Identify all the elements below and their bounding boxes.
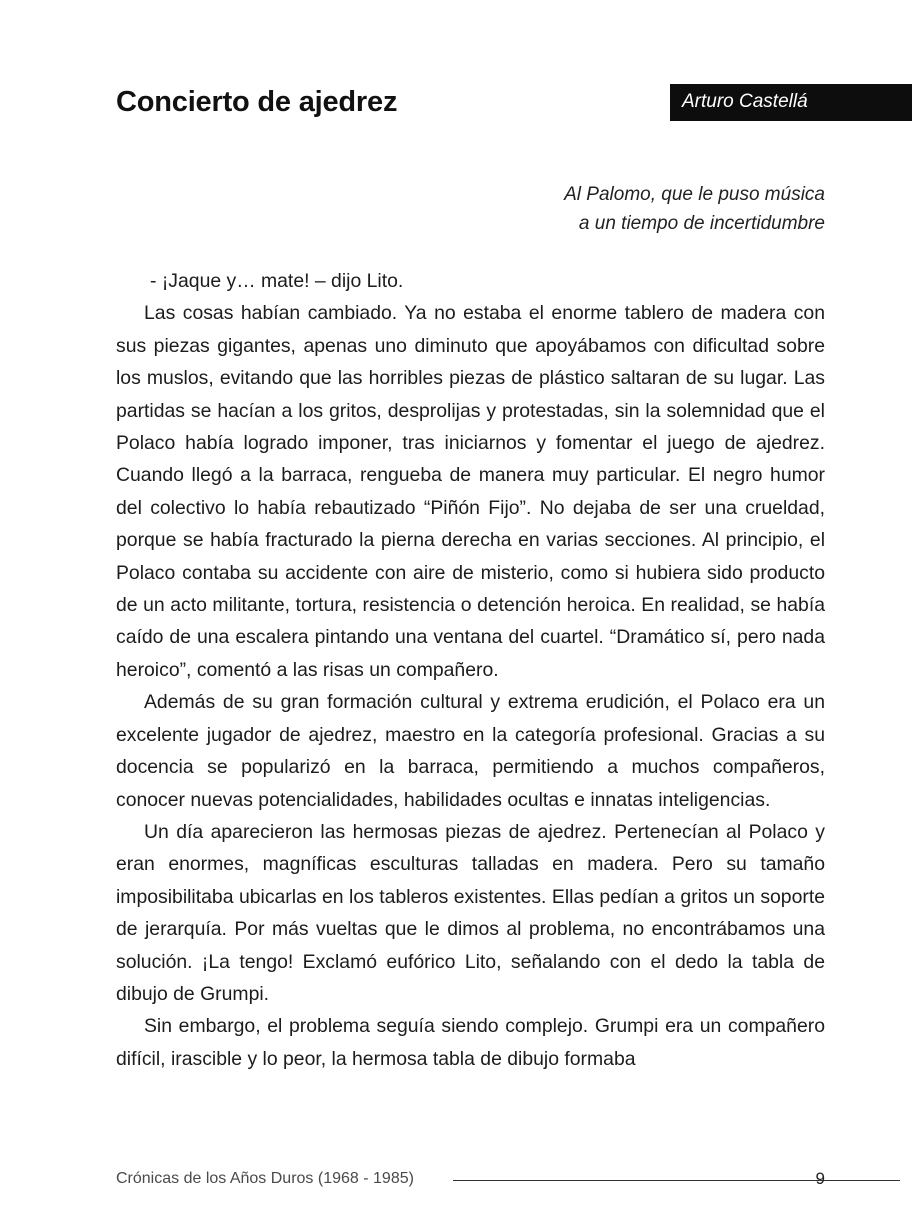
paragraph-5: Sin embargo, el problema seguía siendo complejo. Grumpi era un compañero difícil, irascible y lo peor, la hermosa tabla de dibujo formaba bbox=[116, 1015, 825, 1070]
body-text bbox=[116, 265, 825, 1075]
footer-book-title: Crónicas de los Años Duros (1968 - 1985) bbox=[116, 1170, 414, 1187]
epigraph-line-1: Al Palomo, que le puso música bbox=[564, 184, 825, 205]
footer-divider bbox=[453, 1180, 900, 1181]
paragraph-3: Además de su gran formación cultural y extrema erudición, el Polaco era un excelente jugador de ajedrez, maestro en la categoría profesional. Gracias a su docencia se popularizó en la barraca, permitiendo a muchos compañeros, conocer nuevas potencialidades, habilidades ocultas e innatas inteligencias. bbox=[116, 691, 825, 811]
author-banner bbox=[670, 84, 912, 121]
chapter-title: Concierto de ajedrez bbox=[116, 86, 398, 118]
author-name: Arturo Castellá bbox=[682, 91, 808, 112]
paragraph-1: - ¡Jaque y… mate! – dijo Lito. bbox=[150, 270, 404, 292]
epigraph bbox=[564, 180, 825, 238]
epigraph-line-2: a un tiempo de incertidumbre bbox=[578, 213, 825, 234]
paragraph-2: Las cosas habían cambiado. Ya no estaba el enorme tablero de madera con sus piezas gigantes, apenas uno diminuto que apoyábamos con dificultad sobre los muslos, evitando que las horribles piezas de plástico saltaran de su lugar. Las partidas se hacían a los gritos, desprolijas y protestadas, sin la solemnidad que el Polaco había logrado imponer, tras iniciarnos y fomentar el juego de ajedrez. Cuando llegó a la barraca, rengueba de manera muy particular. El negro humor del colectivo lo había rebautizado “Piñón Fijo”. No dejaba de ser una crueldad, porque se había fracturado la pierna derecha en varias secciones. Al principio, el Polaco contaba su accidente con aire de misterio, como si hubiera sido producto de un acto militante, tortura, resistencia o detención heroica. En realidad, se había caído de una escalera pintando una ventana del cuartel. “Dramático sí, pero nada heroico”, comentó a las risas un compañero. bbox=[116, 302, 825, 681]
page-number: 9 bbox=[815, 1169, 825, 1188]
page-footer bbox=[116, 1168, 825, 1192]
paragraph-4: Un día aparecieron las hermosas piezas de ajedrez. Pertenecían al Polaco y eran enormes, magníficas esculturas talladas en madera. Pero su tamaño imposibilitaba ubicarlas en los tableros existentes. Ellas pedían a gritos un soporte de jerarquía. Por más vueltas que le dimos al problema, no encontrábamos una solución. ¡La tengo! Exclamó eufórico Lito, señalando con el dedo la tabla de dibujo de Grumpi. bbox=[116, 820, 825, 1005]
